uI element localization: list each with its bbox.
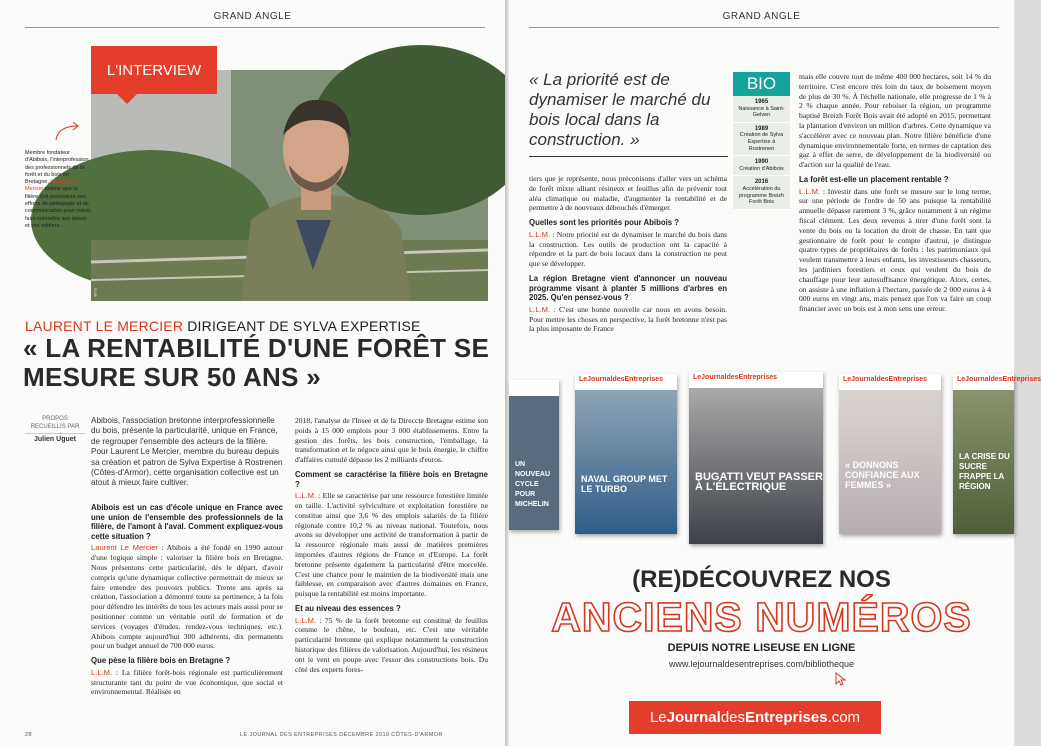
kicker-role: DIRIGEANT DE SYLVA EXPERTISE — [187, 318, 421, 334]
cover-1[interactable]: UN NOUVEAU CYCLE POUR MICHELIN — [509, 380, 559, 530]
left-page — [0, 0, 505, 746]
photo-caption: Membre fondateur d'Abibois, l'interprofession des professionnels de la forêt et du bois en Bretagne, Laurent Le Mercier estime que la filière doit poursuivre ses efforts de pédagogie et de communication pour mieux faire connaître ses atouts et ses métiers. — [25, 150, 91, 229]
article-column-2 — [295, 416, 488, 676]
paragraph: tiers que je représente, nous préconisons d'aller vers un schéma de forêt mixte alliant résineux et feuillus afin de prévenir tout aléa climatique ou maladie, d'augmenter la rentabilité et de permettre à de nouveaux débouchés d'émerger. — [529, 174, 727, 213]
byline: PROPOS RECUEILLIS PAR Julien Uguet — [25, 415, 85, 444]
article-column-1 — [91, 503, 283, 699]
article-headline: « LA RENTABILITÉ D'UNE FORÊT SE MESURE SUR 50 ANS » — [23, 333, 490, 392]
library-link[interactable]: www.lejournaldesentreprises.com/bibliotheque — [668, 659, 855, 669]
question: Et au niveau des essences ? — [295, 603, 401, 613]
back-issues-covers — [509, 372, 1041, 552]
question: La région Bretagne vient d'annoncer un nouveau programme visant à planter 5 millions d'arbres en 2025. Qu'en pensez-vous ? — [529, 273, 727, 303]
question: Que pèse la filière bois en Bretagne ? — [91, 656, 231, 666]
interview-tag: L'INTERVIEW — [91, 46, 217, 94]
answer: L.L.M. : 75 % de la forêt bretonne est constitué de feuillus comme le chêne, le bouleau, etc. C'est une véritable particularité bretonne qui explique notamment la construction historique des filières de valorisation. Aujourd'hui, les résineux ont le vent en poupe avec l'essor des constructions bois. Du côté des experts fores- — [295, 615, 488, 674]
pull-quote-rule — [529, 156, 728, 157]
bio-item: 1965 Naissance à Saint-Gelven — [733, 96, 790, 123]
cover-2[interactable]: LeJournaldesEntreprises NAVAL GROUP MET LE TURBO — [575, 374, 677, 534]
bio-box — [733, 72, 790, 210]
paragraph: 2018, l'analyse de l'Insee et de la Direccte Bretagne estime son poids à 15 000 emplois pour 3 000 établissements. Entre la gestion des forêts, les bois construction, l'emballage, la transformation et le négoce ainsi que le bois énergie, le chiffre d'affaires cumulé dépasse les 2 milliards d'euros. — [295, 416, 488, 465]
cursor-icon — [835, 672, 847, 686]
cover-5[interactable]: LeJournaldesEntreprises LA CRISE DU SUCRE FRAPPE LA RÉGION — [953, 374, 1014, 534]
page-header: GRAND ANGLE — [213, 11, 292, 22]
paragraph: mais elle couvre tout de même 400 000 hectares, soit 14 % du territoire. C'est encore très loin du taux de boisement moyen de plus de 30 %. À l'échelle nationale, elle progresse de 1 % à 2 % chaque année. Pour reboiser la région, un programme baptisé Breizh Forêt Bois avait été adopté en 2015, permettant la plantation d'environ un million d'arbres. Cette dynamique va s'accélérer avec ce nouveau plan. Notre filière bénéficie d'une dynamique environnementale forte, en termes de captation des gaz à effet de serre, de développement de la biodiversité ou d'action sur la qualité de l'eau. — [799, 72, 991, 170]
page-number: 28 — [25, 732, 32, 738]
answer: L.L.M. : C'est une bonne nouvelle car nous en avons besoin. Pour mettre les choses en perspective, la forêt bretonne n'est pas la plus imposante de France — [529, 304, 727, 334]
answer: L.L.M. : Elle se caractérise par une ressource forestière limitée en taille. L'activité sylviculture et exploitation forestière ne constitue ainsi que 3,6 % des emplois salariés de la filière régionale contre 10,2 % au niveau national. Toutefois, nous avons su développer une activité de transformation à partir de la ressource régionale mais aussi de matières premières importées d'autres régions de France et d'Europe. La forêt bretonne présente également la particularité d'être morcelée. C'est une chance pour le maintien de la biodiversité mais une faiblesse, en comparaison avec d'autres domaines en France, puisque la rentabilité est moins importante. — [295, 491, 488, 599]
bio-item: 1989 Création de Sylva Expertise à Rostrenen — [733, 123, 790, 156]
bio-title: BIO — [733, 72, 790, 96]
pull-quote: « La priorité est de dynamiser le marché du bois local dans la construction. » — [529, 70, 711, 149]
article-kicker — [25, 318, 421, 334]
photo-credit: S.LB — [93, 288, 98, 297]
promo-title: ANCIENS NUMÉROS — [551, 594, 972, 640]
page-header: GRAND ANGLE — [722, 11, 801, 22]
page-footer: LE JOURNAL DES ENTREPRISES DÉCEMBRE 2019 CÔTES-D'ARMOR — [240, 732, 443, 738]
article-intro: Abibois, l'association bretonne interprofessionnelle du bois, présente la particularité, unique en France, de regrouper l'ensemble des acteurs de la filière. Pour Laurent Le Mercier, membre du bureau depuis sa création et patron de Sylva Expertise à Rostrenen (Côtes-d'Armor), cette organisation collective est un atout à mieux faire cultiver. — [91, 416, 283, 488]
portrait-illustration — [91, 70, 488, 301]
answer: Laurent Le Mercier : Abibois a été fondé en 1990 autour d'une logique simple : valoriser la filière bois en Bretagne. Nous présentons cette particularité, dès le départ, d'avoir compris qu'une dynamique collective permettrait de mieux se faire entendre des pouvoirs publics. Trente ans après sa création, l'association a démontré toute sa pertinence, à la fois pour défendre les intérêts de tous les acteurs mais aussi pour se positionner comme un véritable outil de formation et de services (voyages d'études, rendez-vous techniques, etc.). Abibois compte aujourd'hui 300 adhérents, dix permanents pour un budget annuel de 700 000 euros. — [91, 543, 283, 651]
kicker-name: LAURENT LE MERCIER — [25, 318, 184, 334]
portrait-photo — [91, 70, 488, 301]
promo-heading: (RE)DÉCOUVREZ NOS — [632, 566, 891, 593]
header-rule — [529, 27, 999, 28]
right-page — [509, 0, 1041, 746]
bio-item: 2016 Accélération du programme Breizh Forêt Bois — [733, 176, 790, 209]
article-column-4 — [799, 72, 991, 316]
author-name: Julien Uguet — [25, 433, 85, 444]
question: La forêt est-elle un placement rentable ? — [799, 174, 949, 184]
promo-subtitle: DEPUIS NOTRE LISEUSE EN LIGNE — [667, 642, 856, 654]
arrow-icon — [54, 120, 82, 142]
answer: L.L.M. : Investir dans une forêt se mesure sur le long terme, sur une période de l'ordre de 50 ans puisque la rentabilité annuelle dépasse rarement 3 %, grâce notamment à un régime fiscal clément. Les deux revenus à tirer d'une forêt sont la vente du bois ou la location du droit de chasse. En tant que gestionnaire de forêt pour le compte d'autrui, je distingue quatre types de propriétaires de forêts : les patrimoniaux qui veulent transmettre à leurs enfants, les investisseurs chasseurs, les jardiniers forestiers et ceux qui veulent du bois de chauffage pour leur autosuffisance énergétique. Alors, certes, on assiste à une inflation à l'hectare, passée de 2 000 euros à 4 000 euros en vingt ans, mais pensez que l'on va faire un coup financier avec un bois est à mon sens une erreur. — [799, 186, 991, 314]
question: Abibois est un cas d'école unique en France avec une union de l'ensemble des professionnels de la filière, de l'amont à l'aval. Comment expliquez-vous cette situation ? — [91, 503, 283, 541]
brand-logo[interactable]: Le Journal des Entreprises .com — [629, 701, 881, 734]
question: Quelles sont les priorités pour Abibois ? — [529, 218, 680, 228]
answer: L.L.M. : La filière forêt-bois régionale est particulièrement structurante tant du point de vue économique, que social et environnemental. Réalisée en — [91, 667, 283, 697]
caption-name: Laurent Le Mercier — [25, 179, 77, 193]
answer: L.L.M. : Notre priorité est de dynamiser le marché du bois dans la construction. Les outils de production ont la capacité à répondre et la part de bois locaux dans la construction ne peut que se développer. — [529, 229, 727, 269]
question: Comment se caractérise la filière bois en Bretagne ? — [295, 469, 488, 489]
cover-4[interactable]: LeJournaldesEntreprises « DONNONS CONFIANCE AUX FEMMES » — [839, 374, 941, 534]
cover-3[interactable]: LeJournaldesEntreprises BUGATTI VEUT PASSER À L'ÉLECTRIQUE — [689, 372, 823, 544]
article-column-3 — [529, 174, 727, 336]
header-rule — [25, 27, 485, 28]
bio-item: 1990 Création d'Abibois — [733, 156, 790, 176]
